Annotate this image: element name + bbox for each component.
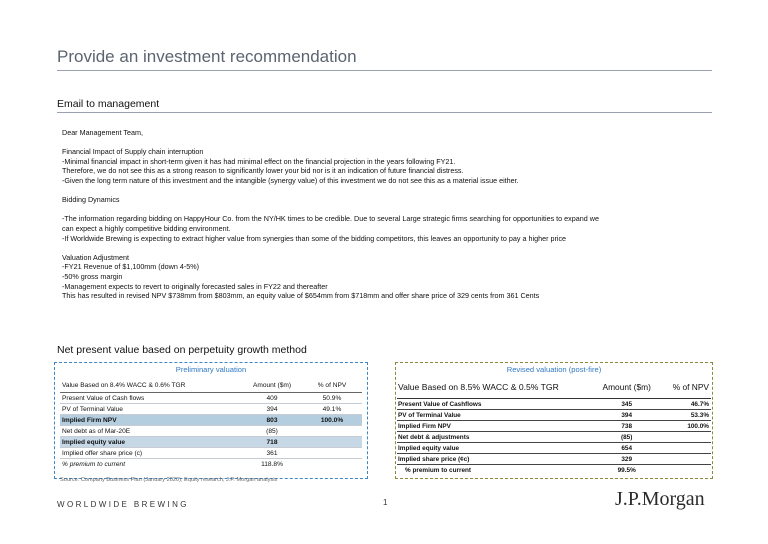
email-line: Financial Impact of Supply chain interruption — [62, 147, 204, 157]
row-label: Implied equity value — [60, 437, 242, 448]
row-amount: 409 — [242, 393, 302, 404]
row-label: Implied share price (¢c) — [397, 454, 598, 465]
table-row — [397, 465, 711, 476]
row-amount: 118.8% — [261, 460, 283, 468]
table-row-highlight — [60, 415, 362, 426]
row-label: Implied Firm NPV — [397, 421, 598, 432]
table-header-row — [60, 379, 362, 393]
row-pct: 100.0% — [656, 421, 711, 432]
column-header-amount: Amount ($m) — [242, 379, 302, 393]
email-divider — [57, 112, 712, 113]
row-pct: 46.7% — [656, 399, 711, 410]
email-line: Dear Management Team, — [62, 128, 143, 137]
table-row — [397, 432, 711, 443]
table-row — [60, 459, 362, 470]
row-amount: 394 — [242, 404, 302, 415]
row-pct: 53.3% — [656, 410, 711, 421]
row-amount: 329 — [598, 454, 656, 465]
email-gap — [62, 205, 712, 215]
revised-valuation-title: Revised valuation (post-fire) — [506, 365, 602, 374]
row-label: Implied equity value — [397, 443, 598, 454]
email-gap — [62, 138, 712, 148]
row-label: % premium to current — [62, 460, 126, 468]
email-line: This has resulted in revised NPV $738mm from $803mm, an equity value of $654mm from $718mm and offer share price of 329 cents from 361 Cents — [62, 291, 540, 301]
row-amount: 803 — [242, 415, 302, 426]
table-row — [60, 426, 362, 437]
row-label: Net debt & adjustments — [397, 432, 598, 443]
page-title: Provide an investment recommendation — [57, 47, 357, 66]
row-label: Implied Firm NPV — [60, 415, 242, 426]
email-line: -Given the long term nature of this investment and the intangible (synergy value) of this investment we do not see this as a material issue either. — [62, 175, 519, 185]
row-pct — [302, 448, 362, 459]
email-line: Therefore, we do not see this as a strong reason to significantly lower your bid nor is it an indication of future financial distress. — [62, 166, 464, 176]
column-header-metric: Value Based on 8.4% WACC & 0.6% TGR — [60, 379, 242, 393]
row-pct — [656, 443, 711, 454]
row-pct — [302, 437, 362, 448]
row-amount: 738 — [598, 421, 656, 432]
table-row — [60, 448, 362, 459]
preliminary-valuation-table — [60, 379, 362, 469]
row-pct — [656, 454, 711, 465]
row-pct: 49.1% — [302, 404, 362, 415]
row-pct: 50.9% — [302, 393, 362, 404]
table-row — [397, 443, 711, 454]
email-line: -Minimal financial impact in short-term given it has had minimal effect on the financial projection in the years following FY21. — [62, 156, 456, 166]
row-pct — [656, 432, 711, 443]
email-line: -Management expects to revert to originally forecasted sales in FY22 and thereafter — [62, 281, 328, 291]
column-header-amount: Amount ($m) — [598, 376, 656, 399]
email-body — [62, 128, 712, 301]
table-row — [397, 454, 711, 465]
row-label: Present Value of Cash flows — [60, 393, 242, 404]
email-line: -If Worldwide Brewing is expecting to extract higher value from synergies than some of the bidding competitors, this leaves an opportunity to pay a higher price — [62, 233, 567, 243]
email-line: can expect a highly competitive bidding environment. — [62, 223, 231, 233]
row-pct: 100.0% — [302, 415, 362, 426]
email-gap — [62, 186, 712, 196]
row-pct — [656, 465, 711, 476]
row-amount: (85) — [598, 432, 656, 443]
row-label: % premium to current — [405, 466, 472, 474]
row-label: PV of Terminal Value — [397, 410, 598, 421]
column-header-pct: % of NPV — [302, 379, 362, 393]
table-row — [397, 421, 711, 432]
row-amount: (85) — [242, 426, 302, 437]
footer-brand: WORLDWIDE BREWING — [57, 500, 189, 509]
email-line: -FY21 Revenue of $1,100mm (down 4-5%) — [62, 262, 200, 272]
npv-heading: Net present value based on perpetuity growth method — [57, 344, 307, 356]
email-heading: Email to management — [57, 98, 160, 110]
table-row — [60, 404, 362, 415]
table-row-highlight — [60, 437, 362, 448]
page-number: 1 — [383, 498, 388, 507]
table-row — [60, 393, 362, 404]
row-pct — [302, 426, 362, 437]
email-line: -The information regarding bidding on HappyHour Co. from the NY/HK times to be credible. Due to several Large strategic firms searching for opportunities to expand we — [62, 214, 599, 224]
preliminary-valuation-panel — [54, 362, 368, 479]
row-amount: 394 — [598, 410, 656, 421]
email-gap — [62, 243, 712, 253]
revised-valuation-panel — [395, 362, 713, 479]
email-line: -50% gross margin — [62, 271, 123, 281]
row-amount: 718 — [242, 437, 302, 448]
preliminary-valuation-title: Preliminary valuation — [175, 365, 247, 374]
table-row — [397, 410, 711, 421]
table-row — [397, 399, 711, 410]
email-line: Valuation Adjustment — [62, 252, 129, 262]
row-label: Present Value of Cashflows — [397, 399, 598, 410]
email-line: Bidding Dynamics — [62, 195, 120, 205]
row-pct — [302, 459, 362, 470]
source-note: Source: Company Business Plan (January 2020); Equity research; J.P. Morgan analysis — [60, 477, 278, 483]
row-amount: 654 — [598, 443, 656, 454]
row-label: PV of Terminal Value — [60, 404, 242, 415]
column-header-pct: % of NPV — [656, 376, 711, 399]
row-amount: 361 — [242, 448, 302, 459]
revised-valuation-table — [397, 376, 711, 475]
row-label: Implied offer share price (c) — [60, 448, 242, 459]
column-header-metric: Value Based on 8.5% WACC & 0.5% TGR — [397, 376, 598, 399]
table-header-row — [397, 376, 711, 399]
title-divider — [57, 70, 712, 71]
row-amount: 99.5% — [617, 466, 636, 474]
row-amount: 345 — [598, 399, 656, 410]
jpmorgan-logo: J.P.Morgan — [615, 488, 705, 510]
row-label: Net debt as of Mar-20E — [60, 426, 242, 437]
